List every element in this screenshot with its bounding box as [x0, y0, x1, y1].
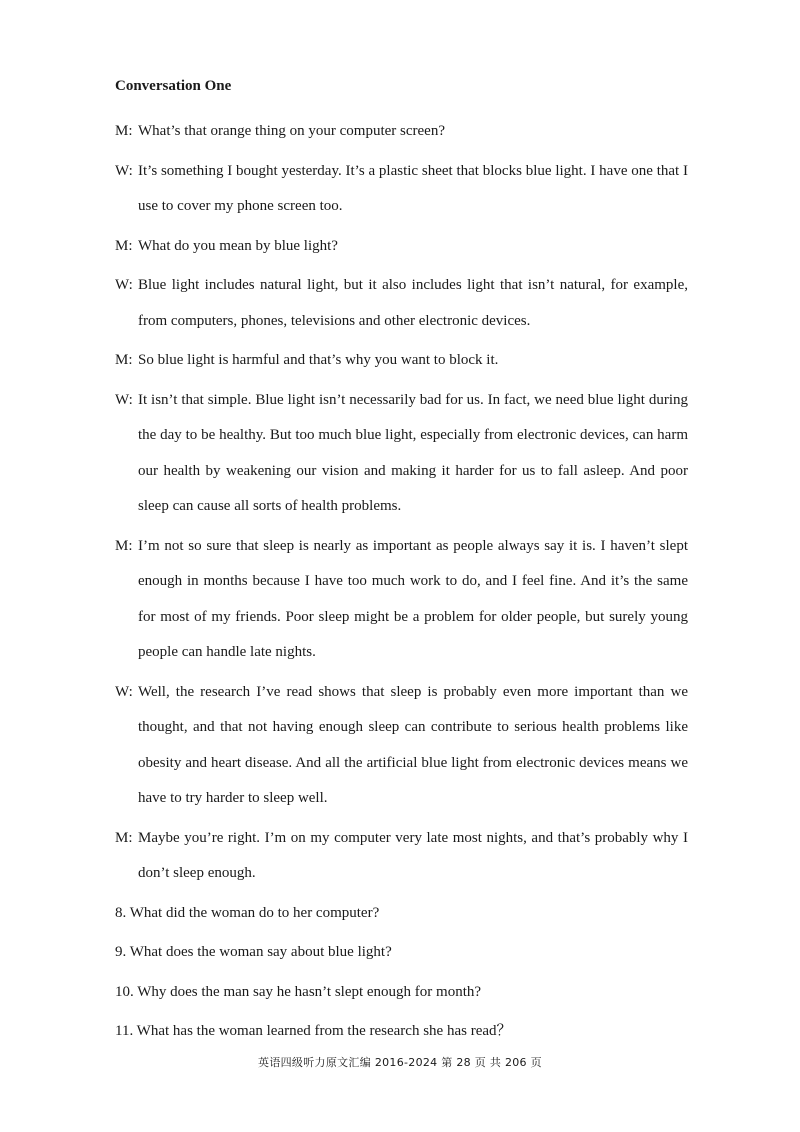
speaker-label: W:: [115, 277, 133, 293]
dialogue-turn: [115, 529, 688, 671]
dialogue-text: What’s that orange thing on your computer screen?: [138, 123, 445, 139]
dialogue-turn: [115, 675, 688, 817]
page-footer: 英语四级听力原文汇编 2016-2024 第 28 页 共 206 页: [258, 1056, 542, 1069]
dialogue-turn: [115, 821, 688, 892]
dialogue-text: So blue light is harmful and that’s why you want to block it.: [138, 352, 499, 368]
dialogue-text: Blue light includes natural light, but it also includes light that isn’t natural, for example, from computers, phones, televisions and other electronic devices.: [138, 277, 688, 329]
speaker-label: M:: [115, 352, 133, 368]
page-content: [115, 76, 688, 1054]
speaker-label: M:: [115, 537, 133, 554]
question-item: 11. What has the woman learned from the research she has read？: [115, 1023, 512, 1039]
dialogue-turn: [115, 268, 688, 339]
question-item: 10. Why does the man say he hasn’t slept enough for month?: [115, 983, 482, 1000]
speaker-label: W:: [115, 683, 133, 700]
question-item: 9. What does the woman say about blue light?: [115, 944, 392, 960]
dialogue-text: What do you mean by blue light?: [138, 237, 338, 254]
dialogue-turn: [115, 229, 688, 265]
speaker-label: W:: [115, 162, 133, 179]
dialogue-turn: [115, 114, 688, 150]
speaker-label: M:: [115, 829, 133, 846]
dialogue-text: It’s something I bought yesterday. It’s a plastic sheet that blocks blue light. I have one that I use to cover my phone screen too.: [138, 162, 688, 214]
question-item: 8. What did the woman do to her computer?: [115, 904, 380, 921]
speaker-label: M:: [115, 123, 133, 139]
dialogue-text: Maybe you’re right. I’m on my computer very late most nights, and that’s probably why I don’t sleep enough.: [138, 829, 688, 881]
dialogue-turn: [115, 383, 688, 525]
conversation-title: Conversation One: [115, 78, 232, 94]
dialogue-turn: [115, 154, 688, 225]
dialogue-text: I’m not so sure that sleep is nearly as important as people always say it is. I haven’t slept enough in months because I have too much work to do, and I feel fine. And it’s the same for most of my friends. Poor sleep might be a problem for older people, but surely young people can handle late nights.: [138, 537, 688, 660]
speaker-label: W:: [115, 391, 133, 408]
dialogue-turn: [115, 343, 688, 379]
dialogue-text: It isn’t that simple. Blue light isn’t necessarily bad for us. In fact, we need blue light during the day to be healthy. But too much blue light, especially from electronic devices, can harm our health by weakening our vision and making it harder for us to fall asleep. And poor sleep can cause all sorts of health problems.: [138, 391, 688, 514]
speaker-label: M:: [115, 237, 133, 254]
dialogue-text: Well, the research I’ve read shows that sleep is probably even more important than we thought, and that not having enough sleep can contribute to serious health problems like obesity and heart disease. And all the artificial blue light from electronic devices means we have to try harder to sleep well.: [138, 683, 688, 806]
